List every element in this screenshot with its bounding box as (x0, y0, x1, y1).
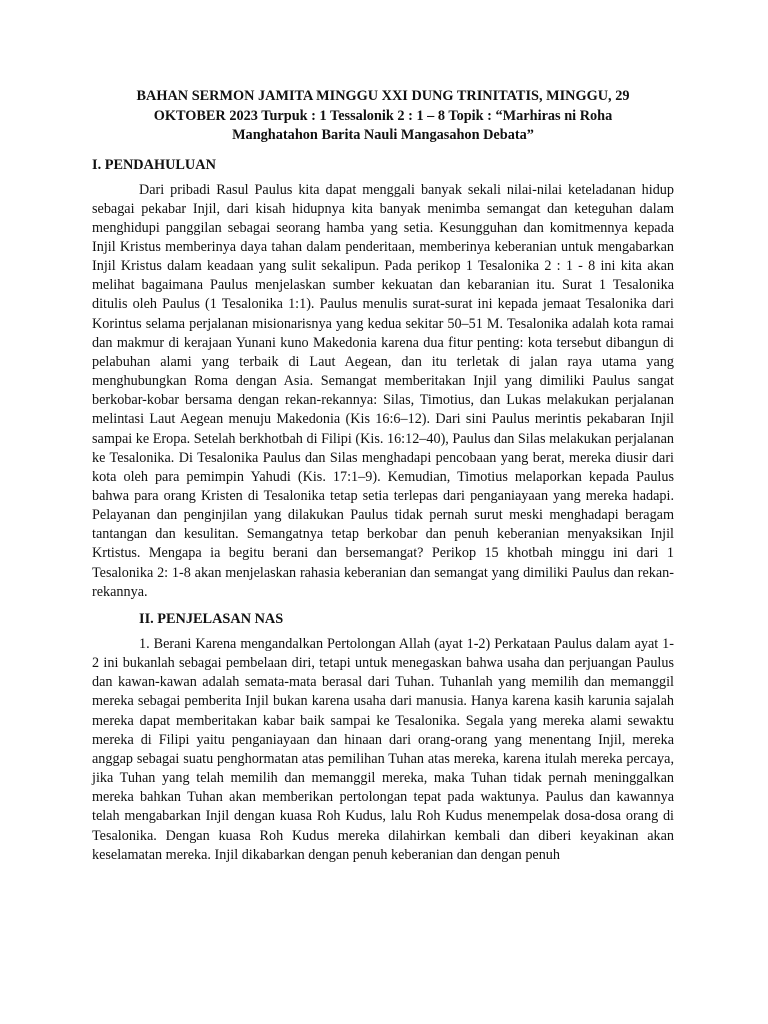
paragraph-penjelasan-nas: 1. Berani Karena mengandalkan Pertolongan Allah (ayat 1-2) Perkataan Paulus dalam ayat 1-2 ini bukanlah sebagai pembelaan diri, tetapi untuk menegaskan bahwa usaha dan perjuangan Paulus dan kawan-kawan adalah semata-mata berasal dari Tuhan. Tuhanlah yang memilih dan memanggil mereka sebagai pemberita Injil bukan karena usaha dari manusia. Hanya karena kasih karunia sajalah mereka dapat memberitakan kabar baik sampai ke Tesalonika. Segala yang mereka alami sewaktu mereka di Filipi yaitu penganiayaan dan hinaan dari orang-orang yang menentang Injil, mereka anggap sebagai suatu penghormatan atas pemilihan Tuhan atas mereka, karena itulah mereka percaya, jika Tuhan yang telah memilih dan memanggil mereka, maka Tuhan tidak pernah meninggalkan mereka bahkan Tuhan akan memberikan pertolongan tepat pada waktunya. Paulus dan kawannya telah mengabarkan Injil dengan kuasa Roh Kudus, lalu Roh Kudus menempelak dosa-dosa orang di Tesalonika. Dengan kuasa Roh Kudus mereka dilahirkan kembali dan diberi keyakinan akan keselamatan mereka. Injil dikabarkan dengan penuh keberanian dan dengan penuh (92, 635, 674, 863)
document-title: BAHAN SERMON JAMITA MINGGU XXI DUNG TRINITATIS, MINGGU, 29 OKTOBER 2023 Turpuk : 1 Tessalonik 2 : 1 – 8 Topik : “Marhiras ni Roha Manghatahon Barita Nauli Mangasahon Debata” (136, 88, 630, 143)
document-page (92, 87, 674, 873)
paragraph-pendahuluan: Dari pribadi Rasul Paulus kita dapat menggali banyak sekali nilai-nilai keteladanan hidup sebagai pekabar Injil, dari kisah hidupnya kita banyak menimba semangat dan keteguhan dalam menghidupi panggilan sebagai seorang hamba yang setia. Kesungguhan dan komitmennya kepada Injil Kristus memberinya daya tahan dalam penderitaan, memberinya keberanian untuk mengabarkan Injil Kristus dalam keadaan yang sulit sekalipun. Pada perikop 1 Tesalonika 2 : 1 - 8 ini kita akan melihat bagaimana Paulus menjelaskan sumber kekuatan dan kebaranian itu. Surat 1 Tesalonika ditulis oleh Paulus (1 Tesalonika 1:1). Paulus menulis surat-surat ini kepada jemaat Tesalonika dari Korintus selama perjalanan misionarisnya yang kedua sekitar 50–51 M. Tesalonika adalah kota ramai dan makmur di kerajaan Yunani kuno Makedonia karena dua fitur penting: kota tersebut dibangun di pelabuhan alami yang terbaik di Laut Aegean, dan itu terletak di jalan raya utama yang menghubungkan Roma dengan Asia. Semangat memberitakan Injil yang dimiliki Paulus sangat berkobar-kobar bersama dengan rekan-rekannya: Silas, Timotius, dan Lukas melakukan perjalanan melintasi Laut Aegean menuju Makedonia (Kis 16:6–12). Dari sini Paulus merintis pekabaran Injil sampai ke Eropa. Setelah berkhotbah di Filipi (Kis. 16:12–40), Paulus dan Silas melakukan perjalanan ke Tesalonika. Di Tesalonika Paulus dan Silas menghadapi pencobaan yang berat, mereka diusir dari kota oleh para pemimpin Yahudi (Kis. 17:1–9). Kemudian, Timotius melaporkan kepada Paulus bahwa para orang Kristen di Tesalonika tetap setia terlepas dari penganiayaan yang mereka hadapi. Pelayanan dan penginjilan yang dilakukan Paulus tidak pernah surut meski menghadapi beragam tantangan dan kesulitan. Semangatnya tetap berkobar dan penuh keberanian menyaksikan Injil Krtistus. Mengapa ia begitu berani dan bersemangat? Perikop 15 khotbah minggu ini dari 1 Tesalonika 2: 1-8 akan menjelaskan rahasia keberanian dan semangat yang dimiliki Paulus dan rekan-rekannya. (92, 181, 674, 600)
section-heading-penjelasan-nas: II. PENJELASAN NAS (139, 610, 284, 627)
section-heading-pendahuluan: I. PENDAHULUAN (92, 156, 216, 173)
